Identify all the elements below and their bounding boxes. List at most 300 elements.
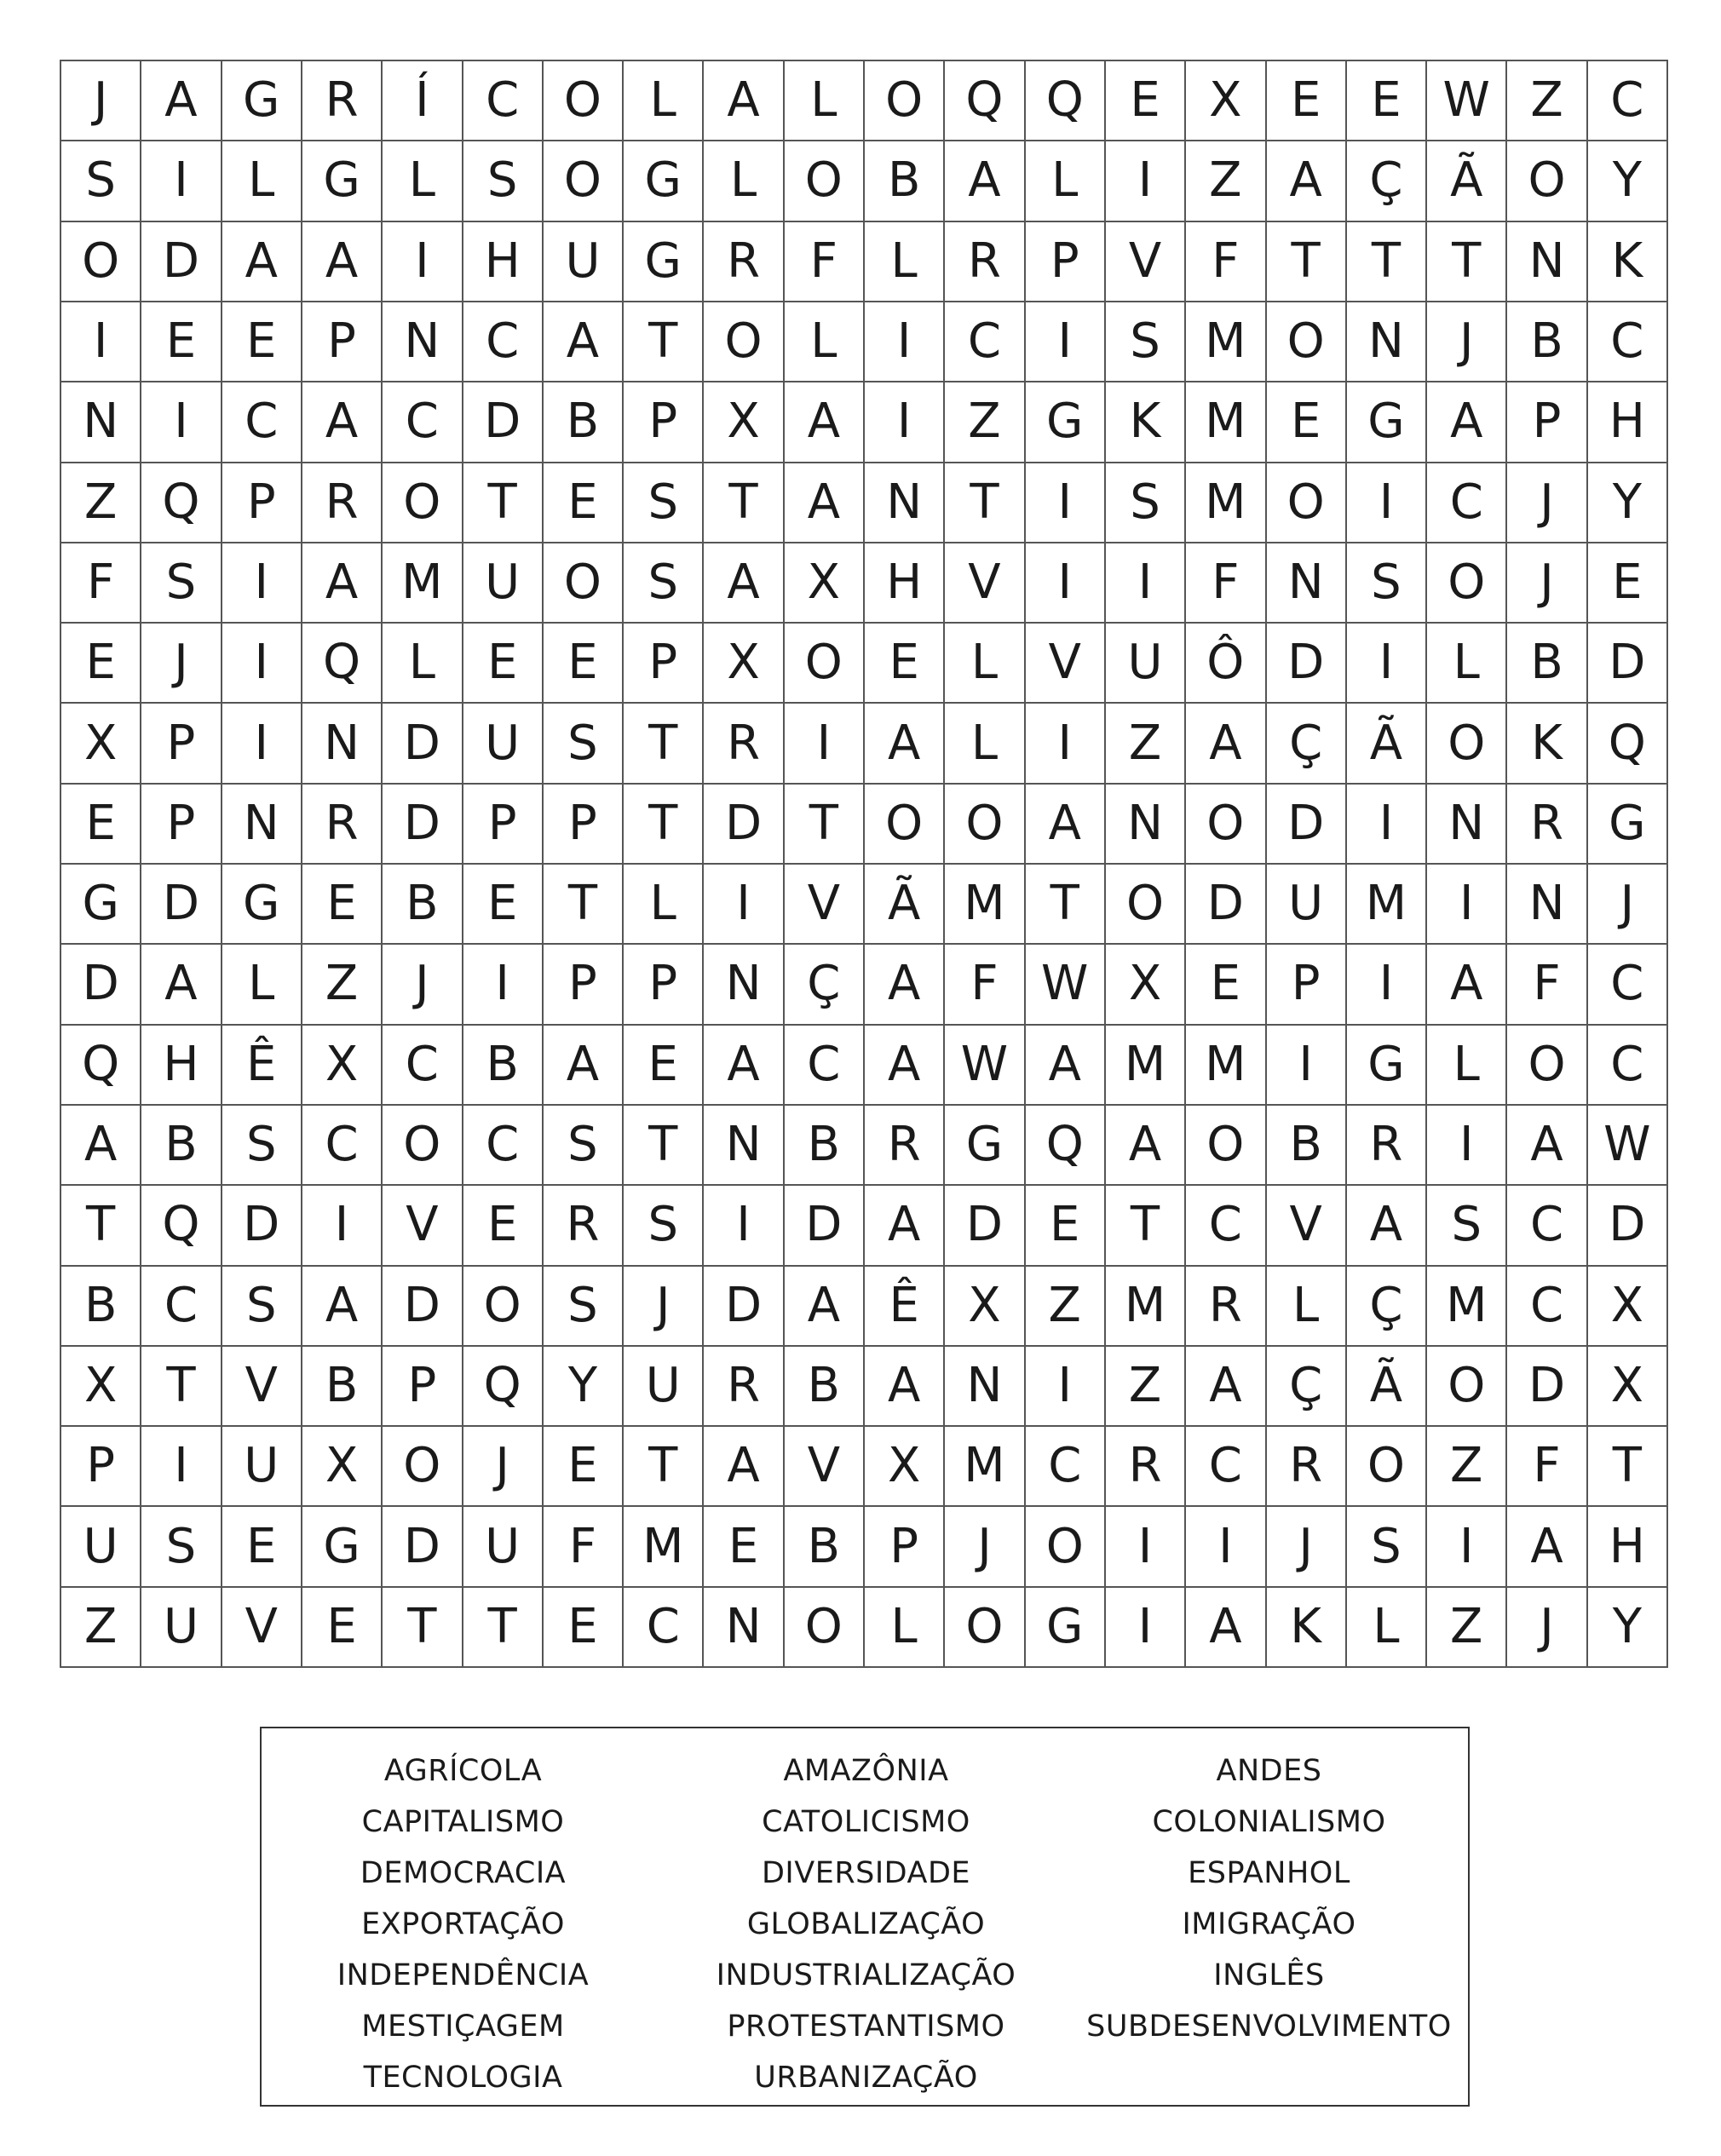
grid-cell[interactable]: M <box>1186 382 1266 463</box>
grid-cell[interactable]: D <box>141 865 222 945</box>
grid-cell[interactable]: C <box>1186 1186 1266 1266</box>
grid-cell[interactable]: G <box>1026 1588 1106 1668</box>
grid-cell[interactable]: Ç <box>1267 704 1347 784</box>
grid-cell[interactable]: Z <box>1186 141 1266 221</box>
grid-cell[interactable]: A <box>302 222 383 302</box>
grid-cell[interactable]: Q <box>1588 704 1668 784</box>
grid-cell[interactable]: C <box>302 1106 383 1186</box>
grid-cell[interactable]: C <box>1588 1026 1668 1106</box>
grid-cell[interactable]: T <box>1106 1186 1186 1266</box>
grid-cell[interactable]: F <box>1186 543 1266 624</box>
grid-cell[interactable]: A <box>704 1427 784 1507</box>
grid-cell[interactable]: L <box>624 865 704 945</box>
grid-cell[interactable]: X <box>865 1427 945 1507</box>
grid-cell[interactable]: N <box>1106 785 1186 865</box>
grid-cell[interactable]: Ç <box>1347 1267 1427 1347</box>
grid-cell[interactable]: A <box>302 1267 383 1347</box>
grid-cell[interactable]: K <box>1267 1588 1347 1668</box>
grid-cell[interactable]: E <box>865 624 945 704</box>
grid-cell[interactable]: L <box>1267 1267 1347 1347</box>
grid-cell[interactable]: E <box>61 624 141 704</box>
grid-cell[interactable]: A <box>1507 1106 1587 1186</box>
grid-cell[interactable]: N <box>704 1106 784 1186</box>
grid-cell[interactable]: A <box>1507 1507 1587 1587</box>
grid-cell[interactable]: S <box>544 704 624 784</box>
grid-cell[interactable]: F <box>61 543 141 624</box>
grid-cell[interactable]: X <box>1186 61 1266 141</box>
grid-cell[interactable]: D <box>945 1186 1025 1266</box>
grid-cell[interactable]: O <box>704 302 784 382</box>
grid-cell[interactable]: N <box>1347 302 1427 382</box>
grid-cell[interactable]: O <box>544 543 624 624</box>
grid-cell[interactable]: B <box>1507 302 1587 382</box>
grid-cell[interactable]: E <box>1026 1186 1106 1266</box>
grid-cell[interactable]: O <box>61 222 141 302</box>
grid-cell[interactable]: C <box>624 1588 704 1668</box>
grid-cell[interactable]: J <box>1267 1507 1347 1587</box>
grid-cell[interactable]: L <box>222 945 302 1025</box>
grid-cell[interactable]: I <box>1026 302 1106 382</box>
grid-cell[interactable]: B <box>141 1106 222 1186</box>
grid-cell[interactable]: O <box>945 1588 1025 1668</box>
grid-cell[interactable]: N <box>1507 865 1587 945</box>
grid-cell[interactable]: L <box>383 624 463 704</box>
grid-cell[interactable]: Í <box>383 61 463 141</box>
grid-cell[interactable]: S <box>544 1106 624 1186</box>
grid-cell[interactable]: Y <box>1588 463 1668 543</box>
grid-cell[interactable]: A <box>1186 1347 1266 1427</box>
grid-cell[interactable]: D <box>141 222 222 302</box>
grid-cell[interactable]: Y <box>1588 1588 1668 1668</box>
grid-cell[interactable]: R <box>302 61 383 141</box>
grid-cell[interactable]: N <box>945 1347 1025 1427</box>
grid-cell[interactable]: D <box>222 1186 302 1266</box>
grid-cell[interactable]: O <box>865 61 945 141</box>
grid-cell[interactable]: I <box>302 1186 383 1266</box>
grid-cell[interactable]: R <box>865 1106 945 1186</box>
grid-cell[interactable]: S <box>61 141 141 221</box>
grid-cell[interactable]: C <box>463 302 544 382</box>
grid-cell[interactable]: U <box>463 543 544 624</box>
grid-cell[interactable]: Y <box>544 1347 624 1427</box>
grid-cell[interactable]: O <box>1026 1507 1106 1587</box>
grid-cell[interactable]: V <box>785 1427 865 1507</box>
grid-cell[interactable]: X <box>1588 1347 1668 1427</box>
grid-cell[interactable]: P <box>1026 222 1106 302</box>
grid-cell[interactable]: I <box>1186 1507 1266 1587</box>
grid-cell[interactable]: V <box>1267 1186 1347 1266</box>
grid-cell[interactable]: L <box>865 1588 945 1668</box>
grid-cell[interactable]: Ô <box>1186 624 1266 704</box>
grid-cell[interactable]: I <box>1427 1106 1507 1186</box>
grid-cell[interactable]: R <box>704 222 784 302</box>
grid-cell[interactable]: I <box>1427 865 1507 945</box>
grid-cell[interactable]: V <box>945 543 1025 624</box>
grid-cell[interactable]: A <box>1186 1588 1266 1668</box>
grid-cell[interactable]: S <box>222 1106 302 1186</box>
grid-cell[interactable]: Z <box>1106 1347 1186 1427</box>
grid-cell[interactable]: W <box>1026 945 1106 1025</box>
grid-cell[interactable]: L <box>945 704 1025 784</box>
grid-cell[interactable]: I <box>1347 945 1427 1025</box>
grid-cell[interactable]: Ê <box>222 1026 302 1106</box>
grid-cell[interactable]: U <box>624 1347 704 1427</box>
grid-cell[interactable]: V <box>1106 222 1186 302</box>
grid-cell[interactable]: A <box>141 61 222 141</box>
grid-cell[interactable]: Z <box>302 945 383 1025</box>
grid-cell[interactable]: S <box>1106 302 1186 382</box>
grid-cell[interactable]: X <box>704 624 784 704</box>
grid-cell[interactable]: V <box>222 1588 302 1668</box>
grid-cell[interactable]: A <box>1427 382 1507 463</box>
grid-cell[interactable]: E <box>1267 382 1347 463</box>
grid-cell[interactable]: L <box>1427 624 1507 704</box>
grid-cell[interactable]: C <box>1588 302 1668 382</box>
grid-cell[interactable]: O <box>463 1267 544 1347</box>
grid-cell[interactable]: T <box>624 1106 704 1186</box>
grid-cell[interactable]: F <box>1186 222 1266 302</box>
grid-cell[interactable]: D <box>1186 865 1266 945</box>
grid-cell[interactable]: C <box>222 382 302 463</box>
grid-cell[interactable]: G <box>222 865 302 945</box>
grid-cell[interactable]: N <box>1267 543 1347 624</box>
grid-cell[interactable]: L <box>785 61 865 141</box>
grid-cell[interactable]: T <box>624 1427 704 1507</box>
grid-cell[interactable]: E <box>302 865 383 945</box>
grid-cell[interactable]: H <box>141 1026 222 1106</box>
grid-cell[interactable]: E <box>624 1026 704 1106</box>
grid-cell[interactable]: A <box>222 222 302 302</box>
grid-cell[interactable]: F <box>1507 945 1587 1025</box>
grid-cell[interactable]: J <box>1507 543 1587 624</box>
grid-cell[interactable]: I <box>1106 1507 1186 1587</box>
grid-cell[interactable]: U <box>222 1427 302 1507</box>
grid-cell[interactable]: T <box>945 463 1025 543</box>
grid-cell[interactable]: V <box>383 1186 463 1266</box>
grid-cell[interactable]: J <box>463 1427 544 1507</box>
grid-cell[interactable]: Q <box>945 61 1025 141</box>
grid-cell[interactable]: R <box>704 704 784 784</box>
grid-cell[interactable]: N <box>1427 785 1507 865</box>
grid-cell[interactable]: M <box>624 1507 704 1587</box>
grid-cell[interactable]: G <box>624 141 704 221</box>
grid-cell[interactable]: P <box>302 302 383 382</box>
grid-cell[interactable]: A <box>1106 1106 1186 1186</box>
grid-cell[interactable]: B <box>785 1347 865 1427</box>
grid-cell[interactable]: T <box>544 865 624 945</box>
grid-cell[interactable]: A <box>141 945 222 1025</box>
grid-cell[interactable]: J <box>945 1507 1025 1587</box>
grid-cell[interactable]: Z <box>61 1588 141 1668</box>
grid-cell[interactable]: X <box>61 704 141 784</box>
grid-cell[interactable]: T <box>61 1186 141 1266</box>
grid-cell[interactable]: R <box>1507 785 1587 865</box>
grid-cell[interactable]: S <box>141 543 222 624</box>
grid-cell[interactable]: N <box>383 302 463 382</box>
grid-cell[interactable]: S <box>624 463 704 543</box>
grid-cell[interactable]: A <box>704 1026 784 1106</box>
grid-cell[interactable]: C <box>383 382 463 463</box>
grid-cell[interactable]: I <box>1347 785 1427 865</box>
grid-cell[interactable]: O <box>1106 865 1186 945</box>
grid-cell[interactable]: D <box>61 945 141 1025</box>
grid-cell[interactable]: J <box>1507 463 1587 543</box>
grid-cell[interactable]: H <box>865 543 945 624</box>
grid-cell[interactable]: P <box>865 1507 945 1587</box>
grid-cell[interactable]: C <box>1507 1267 1587 1347</box>
grid-cell[interactable]: I <box>463 945 544 1025</box>
grid-cell[interactable]: E <box>463 1186 544 1266</box>
grid-cell[interactable]: T <box>141 1347 222 1427</box>
grid-cell[interactable]: E <box>463 624 544 704</box>
grid-cell[interactable]: T <box>1427 222 1507 302</box>
grid-cell[interactable]: N <box>61 382 141 463</box>
grid-cell[interactable]: E <box>1588 543 1668 624</box>
grid-cell[interactable]: X <box>785 543 865 624</box>
grid-cell[interactable]: B <box>785 1106 865 1186</box>
grid-cell[interactable]: R <box>302 463 383 543</box>
grid-cell[interactable]: E <box>544 624 624 704</box>
grid-cell[interactable]: A <box>1026 1026 1106 1106</box>
grid-cell[interactable]: B <box>383 865 463 945</box>
grid-cell[interactable]: I <box>1026 1347 1106 1427</box>
grid-cell[interactable]: D <box>383 1507 463 1587</box>
grid-cell[interactable]: Ã <box>1347 704 1427 784</box>
grid-cell[interactable]: L <box>383 141 463 221</box>
grid-cell[interactable]: P <box>141 785 222 865</box>
grid-cell[interactable]: B <box>302 1347 383 1427</box>
grid-cell[interactable]: A <box>1267 141 1347 221</box>
grid-cell[interactable]: F <box>945 945 1025 1025</box>
grid-cell[interactable]: C <box>1427 463 1507 543</box>
grid-cell[interactable]: I <box>141 382 222 463</box>
grid-cell[interactable]: X <box>302 1026 383 1106</box>
grid-cell[interactable]: T <box>624 302 704 382</box>
grid-cell[interactable]: Z <box>1507 61 1587 141</box>
grid-cell[interactable]: R <box>302 785 383 865</box>
grid-cell[interactable]: R <box>544 1186 624 1266</box>
grid-cell[interactable]: Z <box>1106 704 1186 784</box>
grid-cell[interactable]: L <box>222 141 302 221</box>
grid-cell[interactable]: C <box>1026 1427 1106 1507</box>
grid-cell[interactable]: I <box>1267 1026 1347 1106</box>
grid-cell[interactable]: Q <box>1026 1106 1106 1186</box>
grid-cell[interactable]: S <box>222 1267 302 1347</box>
grid-cell[interactable]: O <box>785 1588 865 1668</box>
grid-cell[interactable]: Q <box>302 624 383 704</box>
grid-cell[interactable]: A <box>544 1026 624 1106</box>
grid-cell[interactable]: T <box>624 785 704 865</box>
grid-cell[interactable]: R <box>945 222 1025 302</box>
grid-cell[interactable]: A <box>302 382 383 463</box>
grid-cell[interactable]: R <box>1106 1427 1186 1507</box>
grid-cell[interactable]: M <box>1106 1267 1186 1347</box>
grid-cell[interactable]: H <box>1588 382 1668 463</box>
grid-cell[interactable]: X <box>302 1427 383 1507</box>
grid-cell[interactable]: U <box>544 222 624 302</box>
grid-cell[interactable]: E <box>463 865 544 945</box>
grid-cell[interactable]: C <box>945 302 1025 382</box>
grid-cell[interactable]: O <box>1267 302 1347 382</box>
grid-cell[interactable]: K <box>1588 222 1668 302</box>
grid-cell[interactable]: D <box>383 704 463 784</box>
grid-cell[interactable]: W <box>1427 61 1507 141</box>
grid-cell[interactable]: B <box>785 1507 865 1587</box>
grid-cell[interactable]: X <box>61 1347 141 1427</box>
grid-cell[interactable]: C <box>141 1267 222 1347</box>
grid-cell[interactable]: D <box>1588 624 1668 704</box>
grid-cell[interactable]: U <box>1267 865 1347 945</box>
grid-cell[interactable]: T <box>1026 865 1106 945</box>
grid-cell[interactable]: M <box>383 543 463 624</box>
grid-cell[interactable]: G <box>945 1106 1025 1186</box>
grid-cell[interactable]: Ã <box>1347 1347 1427 1427</box>
grid-cell[interactable]: O <box>785 141 865 221</box>
grid-cell[interactable]: I <box>704 1186 784 1266</box>
grid-cell[interactable]: E <box>61 785 141 865</box>
grid-cell[interactable]: D <box>1507 1347 1587 1427</box>
grid-cell[interactable]: Z <box>945 382 1025 463</box>
grid-cell[interactable]: A <box>1347 1186 1427 1266</box>
grid-cell[interactable]: O <box>785 624 865 704</box>
grid-cell[interactable]: P <box>544 945 624 1025</box>
grid-cell[interactable]: R <box>1186 1267 1266 1347</box>
grid-cell[interactable]: B <box>544 382 624 463</box>
grid-cell[interactable]: E <box>222 1507 302 1587</box>
grid-cell[interactable]: E <box>1186 945 1266 1025</box>
grid-cell[interactable]: K <box>1106 382 1186 463</box>
grid-cell[interactable]: C <box>1588 945 1668 1025</box>
grid-cell[interactable]: S <box>463 141 544 221</box>
grid-cell[interactable]: O <box>1427 543 1507 624</box>
grid-cell[interactable]: I <box>222 704 302 784</box>
grid-cell[interactable]: S <box>1347 1507 1427 1587</box>
grid-cell[interactable]: U <box>141 1588 222 1668</box>
grid-cell[interactable]: T <box>1347 222 1427 302</box>
grid-cell[interactable]: P <box>383 1347 463 1427</box>
grid-cell[interactable]: E <box>302 1588 383 1668</box>
grid-cell[interactable]: C <box>1588 61 1668 141</box>
grid-cell[interactable]: X <box>1588 1267 1668 1347</box>
grid-cell[interactable]: O <box>1186 785 1266 865</box>
grid-cell[interactable]: S <box>141 1507 222 1587</box>
grid-cell[interactable]: L <box>1347 1588 1427 1668</box>
grid-cell[interactable]: O <box>865 785 945 865</box>
grid-cell[interactable]: T <box>1588 1427 1668 1507</box>
grid-cell[interactable]: D <box>1588 1186 1668 1266</box>
grid-cell[interactable]: Ç <box>1267 1347 1347 1427</box>
grid-cell[interactable]: N <box>222 785 302 865</box>
grid-cell[interactable]: E <box>1106 61 1186 141</box>
grid-cell[interactable]: A <box>704 543 784 624</box>
grid-cell[interactable]: J <box>624 1267 704 1347</box>
grid-cell[interactable]: I <box>865 302 945 382</box>
grid-cell[interactable]: P <box>61 1427 141 1507</box>
grid-cell[interactable]: S <box>1106 463 1186 543</box>
grid-cell[interactable]: B <box>61 1267 141 1347</box>
grid-cell[interactable]: G <box>1588 785 1668 865</box>
grid-cell[interactable]: J <box>141 624 222 704</box>
grid-cell[interactable]: S <box>624 543 704 624</box>
grid-cell[interactable]: Ç <box>1347 141 1427 221</box>
grid-cell[interactable]: I <box>141 1427 222 1507</box>
grid-cell[interactable]: D <box>704 1267 784 1347</box>
grid-cell[interactable]: E <box>1267 61 1347 141</box>
grid-cell[interactable]: A <box>1186 704 1266 784</box>
grid-cell[interactable]: D <box>704 785 784 865</box>
grid-cell[interactable]: Ã <box>1427 141 1507 221</box>
grid-cell[interactable]: O <box>383 463 463 543</box>
grid-cell[interactable]: J <box>1427 302 1507 382</box>
grid-cell[interactable]: M <box>1186 302 1266 382</box>
grid-cell[interactable]: A <box>785 1267 865 1347</box>
grid-cell[interactable]: M <box>1427 1267 1507 1347</box>
grid-cell[interactable]: M <box>1186 1026 1266 1106</box>
grid-cell[interactable]: R <box>1267 1427 1347 1507</box>
grid-cell[interactable]: A <box>785 463 865 543</box>
grid-cell[interactable]: G <box>222 61 302 141</box>
grid-cell[interactable]: E <box>141 302 222 382</box>
grid-cell[interactable]: U <box>463 1507 544 1587</box>
grid-cell[interactable]: G <box>1347 382 1427 463</box>
grid-cell[interactable]: J <box>1507 1588 1587 1668</box>
grid-cell[interactable]: O <box>1427 704 1507 784</box>
grid-cell[interactable]: D <box>383 785 463 865</box>
grid-cell[interactable]: C <box>1186 1427 1266 1507</box>
grid-cell[interactable]: L <box>624 61 704 141</box>
grid-cell[interactable]: T <box>785 785 865 865</box>
grid-cell[interactable]: O <box>1186 1106 1266 1186</box>
grid-cell[interactable]: F <box>1507 1427 1587 1507</box>
grid-cell[interactable]: I <box>1026 543 1106 624</box>
grid-cell[interactable]: A <box>865 1347 945 1427</box>
grid-cell[interactable]: I <box>1347 463 1427 543</box>
grid-cell[interactable]: D <box>1267 785 1347 865</box>
grid-cell[interactable]: U <box>463 704 544 784</box>
grid-cell[interactable]: G <box>302 141 383 221</box>
grid-cell[interactable]: A <box>544 302 624 382</box>
grid-cell[interactable]: Z <box>1427 1588 1507 1668</box>
grid-cell[interactable]: I <box>141 141 222 221</box>
grid-cell[interactable]: E <box>544 1588 624 1668</box>
grid-cell[interactable]: C <box>1507 1186 1587 1266</box>
grid-cell[interactable]: E <box>544 1427 624 1507</box>
grid-cell[interactable]: H <box>1588 1507 1668 1587</box>
grid-cell[interactable]: L <box>865 222 945 302</box>
grid-cell[interactable]: O <box>1507 141 1587 221</box>
grid-cell[interactable]: G <box>302 1507 383 1587</box>
grid-cell[interactable]: Q <box>141 463 222 543</box>
grid-cell[interactable]: G <box>1026 382 1106 463</box>
grid-cell[interactable]: I <box>1026 704 1106 784</box>
grid-cell[interactable]: O <box>1507 1026 1587 1106</box>
grid-cell[interactable]: I <box>1106 1588 1186 1668</box>
grid-cell[interactable]: W <box>945 1026 1025 1106</box>
grid-cell[interactable]: O <box>1347 1427 1427 1507</box>
grid-cell[interactable]: D <box>785 1186 865 1266</box>
grid-cell[interactable]: T <box>704 463 784 543</box>
grid-cell[interactable]: G <box>61 865 141 945</box>
grid-cell[interactable]: T <box>383 1588 463 1668</box>
grid-cell[interactable]: A <box>61 1106 141 1186</box>
grid-cell[interactable]: P <box>222 463 302 543</box>
grid-cell[interactable]: R <box>1347 1106 1427 1186</box>
grid-cell[interactable]: O <box>544 141 624 221</box>
grid-cell[interactable]: B <box>1507 624 1587 704</box>
grid-cell[interactable]: O <box>1267 463 1347 543</box>
grid-cell[interactable]: M <box>945 1427 1025 1507</box>
grid-cell[interactable]: O <box>383 1427 463 1507</box>
